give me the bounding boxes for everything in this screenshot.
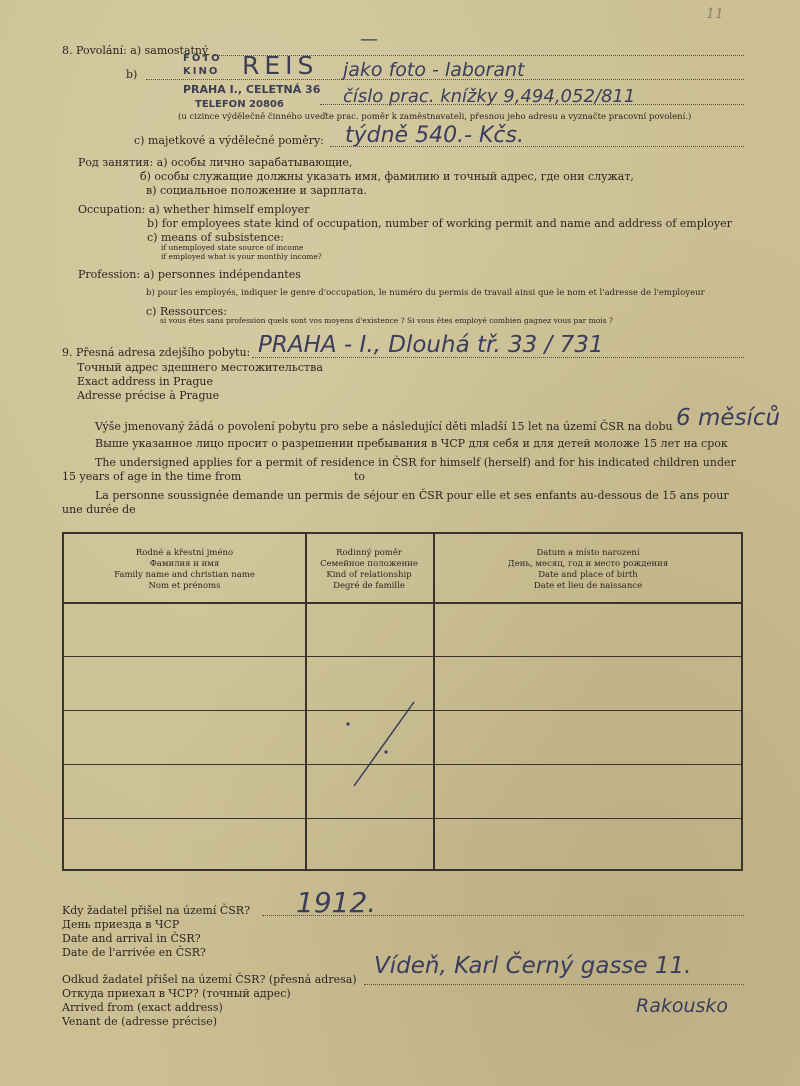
employer-stamp-address: PRAHA I., CELETNÁ 36 <box>183 83 321 96</box>
employer-stamp-phone: TELEFON 20806 <box>195 99 284 110</box>
header-label: Family name and christian name <box>114 570 255 580</box>
header-label: Rodné a křestní jméno <box>135 548 234 558</box>
occupation-en-c-unemployed: if unemployed state source of income <box>161 243 304 252</box>
request-fr-2: une durée de <box>62 503 136 516</box>
profession-fr-c: c) Ressources: <box>146 305 228 318</box>
header-label: Семейное положение <box>320 559 418 569</box>
occupation-ru-c: в) социальное положение и зарплата. <box>146 184 367 197</box>
strike-through-mark <box>334 694 424 794</box>
dotted-line <box>320 104 744 105</box>
table-row-divider <box>64 656 741 657</box>
dotted-line <box>364 984 744 985</box>
employer-stamp-foto: FOTO <box>183 53 222 64</box>
origin-en: Arrived from (exact address) <box>62 1001 223 1014</box>
request-en-1: The undersigned applies for a permit of residence in ČSR for himself (herself) and for his indicated children under <box>95 456 736 469</box>
section-9-ru: Точный адрес здешнего местожительства <box>77 361 323 374</box>
profession-fr-a: Profession: a) personnes indépendantes <box>78 268 301 281</box>
header-label: Datum a místo narození <box>536 548 640 558</box>
item-c-label: c) majetkové a výdělečné poměry: <box>134 134 324 147</box>
header-label: Nom et prénoms <box>148 581 221 591</box>
handwritten-income: týdně 540.- Kčs. <box>345 123 524 148</box>
handwritten-work-book-number: číslo prac. knížky 9,494,052/811 <box>343 86 636 107</box>
header-label: Date et lieu de naissance <box>533 581 643 591</box>
section-9-en: Exact address in Prague <box>77 375 214 388</box>
profession-fr-c-detail: si vous êtes sans profession quels sont vos moyens d'existence ? Si vous êtes employé combien gagnez vous par mois ? <box>160 316 613 325</box>
origin-fr: Venant de (adresse précise) <box>62 1015 218 1028</box>
occupation-ru-b: б) особы служащие должны указать имя, фамилию и точный адрес, где они служат, <box>140 170 634 183</box>
handwritten-origin-country: Rakousko <box>636 995 729 1017</box>
occupation-ru-a: Род занятия: а) особы лично зарабатывающие, <box>78 156 353 169</box>
handwritten-duration: 6 měsíců <box>676 405 781 431</box>
handwritten-arrival-year: 1912. <box>296 886 377 919</box>
header-label: Фамилия и имя <box>149 559 220 569</box>
request-ru: Выше указанное лицо просит о разрешении пребывания в ЧСР для себя и для детей моложе 15 лет на срок <box>95 437 728 450</box>
request-en-2: 15 years of age in the time from <box>62 470 242 483</box>
section-9-fr: Adresse précise à Prague <box>77 389 220 402</box>
table-header-name <box>64 548 305 592</box>
item-b-label: b) <box>126 68 138 81</box>
arrival-en: Date and arrival in ČSR? <box>62 932 201 945</box>
arrival-cz: Kdy žadatel přišel na území ČSR? <box>62 904 250 917</box>
foreigner-note: (u cizince výdělečně činného uveďte prac. poměr k zaměstnavateli, přesnou jeho adresu a vyznačte pracovní povolení.) <box>178 112 692 122</box>
arrival-ru: День приезда в ЧСР <box>62 918 180 931</box>
request-fr-1: La personne soussignée demande un permis de séjour en ČSR pour elle et ses enfants au-dessous de 15 ans pour <box>95 489 729 502</box>
origin-cz: Odkud žadatel přišel na území ČSR? (přesná adresa) <box>62 973 357 986</box>
handwritten-dash: — <box>360 29 378 50</box>
header-label: Date and place of birth <box>538 570 638 580</box>
children-table <box>62 532 743 871</box>
handwritten-prague-address: PRAHA - I., Dlouhá tř. 33 / 731 <box>258 332 604 358</box>
table-header-divider <box>64 602 741 604</box>
header-label: Rodinný poměr <box>336 548 402 558</box>
arrival-fr: Date de l'arrivée en ČSR? <box>62 946 206 959</box>
table-row-divider <box>64 818 741 819</box>
table-header-birth <box>433 548 743 592</box>
handwritten-occupation: jako foto - laborant <box>343 59 525 81</box>
table-header-relationship <box>305 548 433 592</box>
request-cz: Výše jmenovaný žádá o povolení pobytu pro sebe a následující děti mladší 15 let na území ČSR na dobu <box>95 420 673 433</box>
section-8-heading: 8. Povolání: a) samostatný <box>62 44 209 57</box>
header-label: День, месяц, год и место рождения <box>507 559 669 569</box>
page-number-mark: 11 <box>706 6 724 22</box>
section-9-heading: 9. Přesná adresa zdejšího pobytu: <box>62 346 251 359</box>
occupation-en-c: c) means of subsistence: <box>147 231 284 244</box>
handwritten-origin-address: Vídeň, Karl Černý gasse 11. <box>374 953 692 979</box>
request-en-to: to <box>354 470 366 483</box>
employer-stamp-name: REIS <box>242 51 319 80</box>
origin-ru: Откуда приехал в ЧСР? (точный адрес) <box>62 987 291 1000</box>
header-label: Kind of relationship <box>326 570 412 580</box>
employer-stamp-kino: KINO <box>183 66 220 77</box>
occupation-en-a: Occupation: a) whether himself employer <box>78 203 310 216</box>
profession-fr-b: b) pour les employés, indiquer le genre d'occupation, le numéro du permis de travail ainsi que le nom et l'adresse de l'employeur <box>146 288 705 298</box>
occupation-en-c-employed: if employed what is your monthly income? <box>161 252 322 261</box>
occupation-en-b: b) for employees state kind of occupation, number of working permit and name and address of employer <box>147 217 732 230</box>
header-label: Degré de famille <box>333 581 405 591</box>
